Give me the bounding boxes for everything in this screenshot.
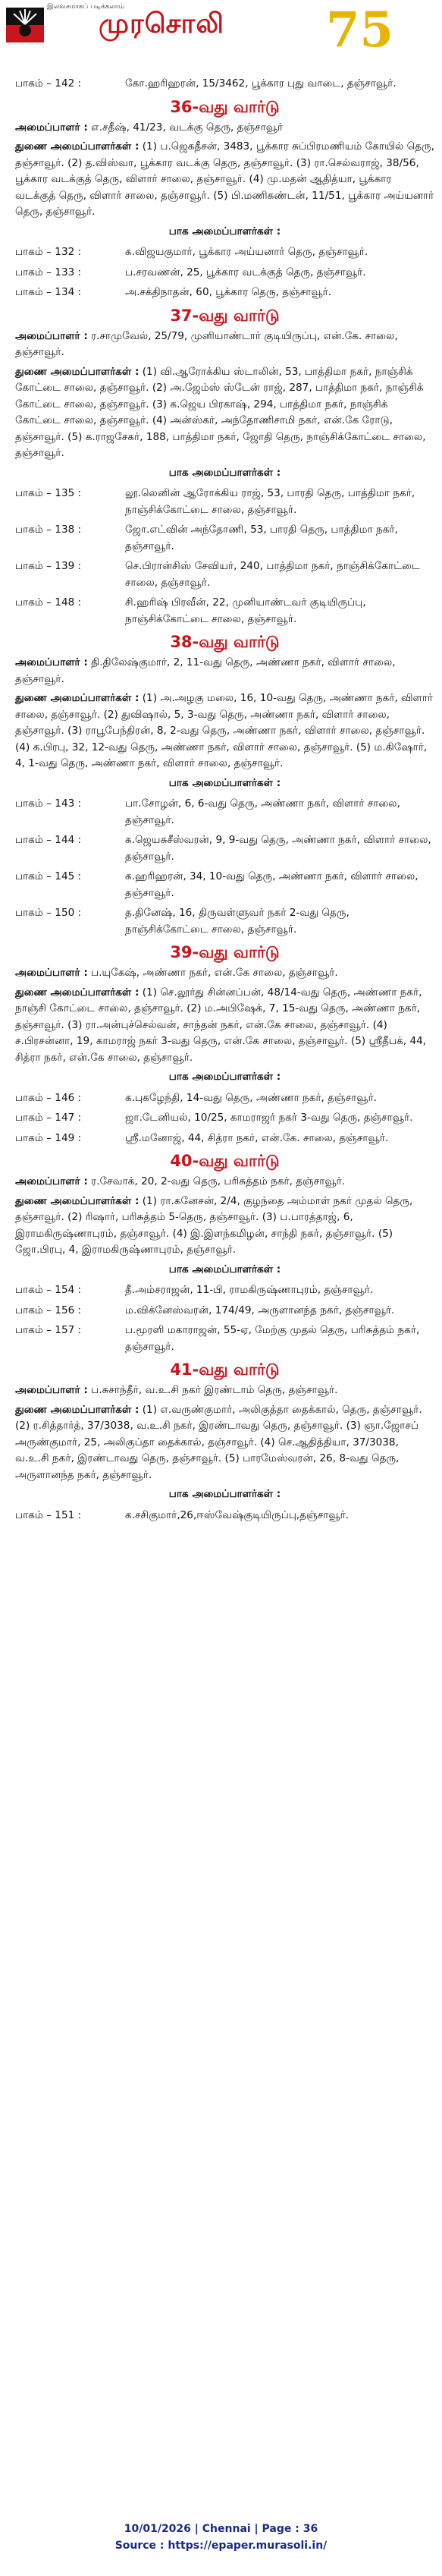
page-footer xyxy=(0,2521,442,2554)
secretary-details: தி.திலேஷ்குமார், 2, 11-வது தெரு, அண்ணா நகர், விளார் சாலை, தஞ்சாவூர். xyxy=(15,656,396,685)
deputies-label: துணை அமைப்பாளர்கள் : xyxy=(15,365,139,378)
booth-organisers-heading: பாக அமைப்பாளர்கள் : xyxy=(168,1263,281,1275)
booth-organiser: ம.விக்னேஸ்வரன், 174/49, அருளானந்த நகர், தஞ்சாவூர். xyxy=(125,1304,395,1316)
booth-organiser: கோ.ஹரிஹரன், 15/3462, பூக்கார புது வாடை, தஞ்சாவூர். xyxy=(125,77,397,90)
secretary-details: எ.சதீஷ், 41/23, வடக்கு தெரு, தஞ்சாவூர் xyxy=(87,121,284,134)
deputies-details: (1) அ.அழகு மலை, 16, 10-வது தெரு, அண்ணா நகர், விளார் சாலை, தஞ்சாவூர். (2) துவிஷால், 5, 3-வது தெரு, அண்ணா நகர், விளார் சாலை, தஞ்சாவூர். (3) ராபூபேந்திரன், 8, 2-வது தெரு, அண்ணா நகர், விளார் சாலை, தஞ்சாவூர். (4) க.பிரபு, 32, 12-வது தெரு, அண்ணா நகர், விளார் சாலை, தஞ்சாவூர். (5) ம.கிஷோர், 4, 1-வது தெரு, அண்ணா நகர், விளார் சாலை, தஞ்சாவூர். xyxy=(15,692,434,769)
booth-organiser: க.ஜெயசுசீஸ்வரன், 9, 9-வது தெரு, அண்ணா நகர், விளார் சாலை, தஞ்சாவூர். xyxy=(125,834,431,863)
secretary-details: ப.சுசாந்தீர், வ.உ.சி நகர் இரண்டாம் தெரு, தஞ்சாவூர். xyxy=(87,1384,338,1396)
booth-organisers-heading: பாக அமைப்பாளர்கள் : xyxy=(168,776,281,789)
booth-organisers-heading: பாக அமைப்பாளர்கள் : xyxy=(168,225,281,237)
secretary-label: அமைப்பாளர் : xyxy=(15,967,88,979)
booth-number: பாகம் – 146 : xyxy=(15,1091,82,1104)
booth-organiser: க.சசிகுமார்,26,ஈஸ்வேஷ்குடியிருப்பு,தஞ்சாவூர். xyxy=(125,1508,350,1521)
booth-organiser: த.தினேஷ், 16, திருவள்ளுவர் நகர் 2-வது தெரு, நாஞ்சிக்கோட்டை சாலை, தஞ்சாவூர். xyxy=(125,907,350,936)
secretary-label: அமைப்பாளர் : xyxy=(15,1384,88,1396)
booth-row xyxy=(15,1303,434,1319)
booth-organiser: ப.மூரளி மகாராஜன், 55-ஏ, மேற்கு முதல் தெரு, பரிசுத்தம் நகர், தஞ்சாவூர். xyxy=(125,1324,420,1353)
booth-organiser: அ.சக்திநாதன், 60, பூக்கார தெரு, தஞ்சாவூர். xyxy=(125,286,332,298)
ward-deputies xyxy=(15,139,434,221)
secretary-label: அமைப்பாளர் : xyxy=(15,329,88,342)
deputies-label: துணை அமைப்பாளர்கள் : xyxy=(15,140,139,153)
ward-deputies xyxy=(15,1194,434,1259)
booth-organiser: க.விஜயகுமார், பூக்கார அய்யனார் தெரு, தஞ்சாவூர். xyxy=(125,246,368,258)
booth-number: பாகம் – 147 : xyxy=(15,1112,82,1124)
secretary-label: அமைப்பாளர் : xyxy=(15,656,88,668)
booth-row xyxy=(15,558,434,591)
ward-secretary xyxy=(15,965,434,982)
secretary-details: ப.யுகேஷ், அண்ணா நகர், என்.கே சாலை, தஞ்சாவூர். xyxy=(87,967,338,979)
booth-row xyxy=(15,285,434,301)
booth-row xyxy=(15,1090,434,1107)
booth-row xyxy=(15,796,434,829)
deputies-details: (1) வி.ஆரோக்கிய ஸ்டாலின், 53, பாத்திமா நகர், நாஞ்சிக் கோட்டை சாலை, தஞ்சாவூர். (2) அ.ஜேம்ஸ் ஸ்டேன் ராஜ், 287, பாத்திமா நகர், நாஞ்சிக் கோட்டை சாலை, தஞ்சாவூர். (3) க.ஜெய பிரகாஷ், 294, பாத்திமா நகர், நாஞ்சிக் கோட்டை சாலை, தஞ்சாவூர். (4) அன்ஸ்கர், அந்தோணிசாமி நகர், என்.கே ரோடு, தஞ்சாவூர். (5) க.ராஜசேகர், 188, பாத்திமா நகர், ஜோதி தெரு, நாஞ்சிக்கோட்டை சாலை, தஞ்சாவூர். xyxy=(15,365,426,459)
masthead-tagline: இலவசமாகப் படிக்கலாம் xyxy=(47,3,124,11)
ward-heading: 40-வது வார்டு xyxy=(170,1152,280,1170)
booth-number: பாகம் – 135 : xyxy=(15,487,82,499)
booth-number: பாகம் – 144 : xyxy=(15,834,82,846)
ward-deputies xyxy=(15,1402,434,1484)
booth-organiser: க.புகழேந்தி, 14-வது தெரு, அண்ணா நகர், தஞ்சாவூர். xyxy=(125,1091,378,1104)
booth-organiser: லூ.லெனின் ஆரோக்கிய ராஜ், 53, பாரதி தெரு, பாத்திமா நகர், நாஞ்சிக்கோட்டை சாலை, தஞ்சாவூர். xyxy=(125,487,415,516)
booth-number: பாகம் – 139 : xyxy=(15,560,82,572)
booth-organiser: ஜோ.எட்வின் அந்தோணி, 53, பாரதி தெரு, பாத்திமா நகர், தஞ்சாவூர். xyxy=(125,524,398,552)
ward-secretary xyxy=(15,1382,434,1399)
ward-heading: 37-வது வார்டு xyxy=(170,306,280,325)
ward-heading: 39-வது வார்டு xyxy=(170,943,280,961)
booth-organiser: பா.சோழன், 6, 6-வது தெரு, அண்ணா நகர், விளார் சாலை, தஞ்சாவூர். xyxy=(125,797,400,826)
secretary-details: ர.சேவாக், 20, 2-வது தெரு, பரிசுத்தம் நகர், தஞ்சாவூர். xyxy=(87,1175,346,1187)
booth-number: பாகம் – 151 : xyxy=(15,1508,82,1521)
ward-secretary xyxy=(15,655,434,687)
ward-deputies xyxy=(15,364,434,462)
booth-row xyxy=(15,1282,434,1299)
ward-secretary xyxy=(15,120,434,137)
ward-deputies xyxy=(15,985,434,1067)
booth-number: பாகம் – 149 : xyxy=(15,1131,82,1144)
booth-organisers-heading: பாக அமைப்பாளர்கள் : xyxy=(168,1071,281,1083)
booth-organiser: ஜா.டேனியல், 10/25, காமராஜர் நகர் 3-வது தெரு, தஞ்சாவூர். xyxy=(125,1112,413,1124)
booth-number: பாகம் – 134 : xyxy=(15,286,82,298)
booth-organiser: க.ஹரிஹரன், 34, 10-வது தெரு, அண்ணா நகர், விளார் சாலை, தஞ்சாவூர். xyxy=(125,870,418,899)
masthead-brand: முரசொலி xyxy=(99,8,224,39)
booth-organiser: செ.பிரான்சிஸ் சேவியர், 240, பாத்திமா நகர், நாஞ்சிக்கோட்டை சாலை, தஞ்சாவூர். xyxy=(125,560,420,589)
ward-deputies xyxy=(15,690,434,772)
deputies-details: (1) எ.வருண்குமார், அலிகுத்தா தைக்கால், தெரு, தஞ்சாவூர். (2) ர.சித்தார்த், 37/3038, வ.உ.சி நகர், இரண்டாவது தெரு, தஞ்சாவூர். (3) ஞா.ஜோசப் அருண்குமார், 25, அலிகுப்தா தைக்கால், தஞ்சாவூர். (4) செ.ஆதித்தியா, 37/3038, வ.உ.சி நகர், இரண்டாவது தெரு, தஞ்சாவூர். (5) பாரமேஸ்வரன், 26, 8-வது தெரு, அருளானந்த நகர், தஞ்சாவூர். xyxy=(15,1403,422,1481)
booth-number: பாகம் – 157 : xyxy=(15,1324,82,1336)
booth-number: பாகம் – 145 : xyxy=(15,870,82,882)
booth-number: பாகம் – 133 : xyxy=(15,266,82,278)
deputies-details: (1) ப.ஜெகதீசன், 3483, பூக்கார சுப்பிரமணியம் கோயில் தெரு, தஞ்சாவூர். (2) த.விஸ்வா, பூக்கார வடக்கு தெரு, தஞ்சாவூர். (3) ரா.செல்வராஜ், 38/56, பூக்கார வடக்குத் தெரு, விளார் சாலை, தஞ்சாவூர். (4) மு.மதன் ஆதித்யா, பூக்கார வடக்குத் தெரு, விளார் சாலை, தஞ்சாவூர். (5) பி.மணிகண்டன், 11/51, பூக்கார அய்யனார் தெரு, தஞ்சாவூர். xyxy=(15,140,434,218)
booth-number: பாகம் – 138 : xyxy=(15,524,82,536)
booth-row xyxy=(15,832,434,865)
secretary-details: ர.சாமுவேல், 25/79, முனியாண்டார் குடியிருப்பு, என்.கே. சாலை, தஞ்சாவூர். xyxy=(15,329,398,358)
booth-number: பாகம் – 156 : xyxy=(15,1304,82,1316)
ward-secretary xyxy=(15,329,434,361)
deputies-label: துணை அமைப்பாளர்கள் : xyxy=(15,986,139,999)
booth-organiser: ஸ்ரீ.மனோஜ், 44, சித்ரா நகர், என்.கே. சாலை, தஞ்சாவூர். xyxy=(125,1131,389,1144)
booth-organiser: தீ.அம்சராஜன், 11-பி, ராமகிருஷ்ணாபுரம், தஞ்சாவூர். xyxy=(125,1284,374,1296)
ward-heading: 41-வது வார்டு xyxy=(170,1360,280,1379)
deputies-label: துணை அமைப்பாளர்கள் : xyxy=(15,1194,139,1207)
booth-number: பாகம் – 154 : xyxy=(15,1284,82,1296)
booth-number: பாகம் – 148 : xyxy=(15,596,82,609)
booth-row xyxy=(15,1323,434,1355)
booth-organiser: சி.ஹரிஷ் பிரவீன், 22, முனியாண்டவர் குடியிருப்பு, நாஞ்சிக்கோட்டை சாலை, தஞ்சாவூர். xyxy=(125,596,366,625)
footer-source-line: Source : https://epaper.murasoli.in/ xyxy=(114,2540,328,2552)
booth-row xyxy=(15,486,434,518)
booth-row xyxy=(15,244,434,261)
deputies-label: துணை அமைப்பாளர்கள் : xyxy=(15,1403,139,1416)
deputies-details: (1) செ.லூர்து சின்னப்பன், 48/14-வது தெரு, அண்ணா நகர், நாஞ்சி கோட்டை சாலை, தஞ்சாவூர். (2) ம.அபிஷேக், 7, 15-வது தெரு, அண்ணா நகர், தஞ்சாவூர். (3) ரா.அன்புச்செல்வன், சாந்தன் நகர், என்.கே சாலை, தஞ்சாவூர். (4) ச.பிரசன்னா, 19, காமராஜ் நகர் 3-வது தெரு, என்.கே சாலை, தஞ்சாவூர். (5) ஸ்ரீதீபக், 44, சித்ரா நகர், என்.கே சாலை, தஞ்சாவூர். xyxy=(15,986,427,1064)
ward-secretary xyxy=(15,1174,434,1190)
booth-organisers-heading: பாக அமைப்பாளர்கள் : xyxy=(168,1488,281,1500)
ward-heading: 36-வது வார்டு xyxy=(170,97,280,116)
booth-number: பாகம் – 142 : xyxy=(15,77,82,90)
booth-row xyxy=(15,869,434,901)
booth-row xyxy=(15,1508,434,1524)
secretary-label: அமைப்பாளர் : xyxy=(15,1175,88,1187)
secretary-label: அமைப்பாளர் : xyxy=(15,121,88,134)
booth-row xyxy=(15,522,434,555)
booth-organiser: ப.சரவணன், 25, பூக்கார வடக்குத் தெரு, தஞ்சாவூர். xyxy=(125,266,366,278)
masthead xyxy=(0,0,442,61)
anniversary-badge xyxy=(326,2,432,59)
anniversary-number: 75 xyxy=(326,2,394,58)
booth-row xyxy=(15,1110,434,1127)
booth-number: பாகம் – 150 : xyxy=(15,907,82,919)
booth-row xyxy=(15,265,434,282)
booth-organisers-heading: பாக அமைப்பாளர்கள் : xyxy=(168,466,281,479)
booth-row xyxy=(15,76,434,93)
booth-number: பாகம் – 132 : xyxy=(15,246,82,258)
deputies-label: துணை அமைப்பாளர்கள் : xyxy=(15,692,139,704)
footer-edition-line: 10/01/2026 | Chennai | Page : 36 xyxy=(124,2523,318,2535)
booth-row xyxy=(15,1131,434,1147)
ward-heading: 38-வது வார்டு xyxy=(170,633,280,651)
booth-row xyxy=(15,905,434,938)
booth-row xyxy=(15,595,434,627)
rising-sun-emblem-icon xyxy=(6,8,44,42)
article-body xyxy=(15,76,434,1527)
booth-number: பாகம் – 143 : xyxy=(15,797,82,810)
deputies-details: (1) ரா.கனேசன், 2/4, குழந்தை அம்மாள் நகர் முதல் தெரு, தஞ்சாவூர். (2) ரிஷார், பரிசுத்தம் 5-தெரு, தஞ்சாவூர். (3) ப.பாரத்தாஜ், 6, இராமகிருஷ்ணாபுரம், தஞ்சாவூர். (4) இ.இளந்கமிழன், சாந்தி நகர், தஞ்சாவூர். (5) ஜோ.பிரபு, 4, இராமகிருஷ்ணாபுரம், தஞ்சாவூர். xyxy=(15,1194,413,1256)
